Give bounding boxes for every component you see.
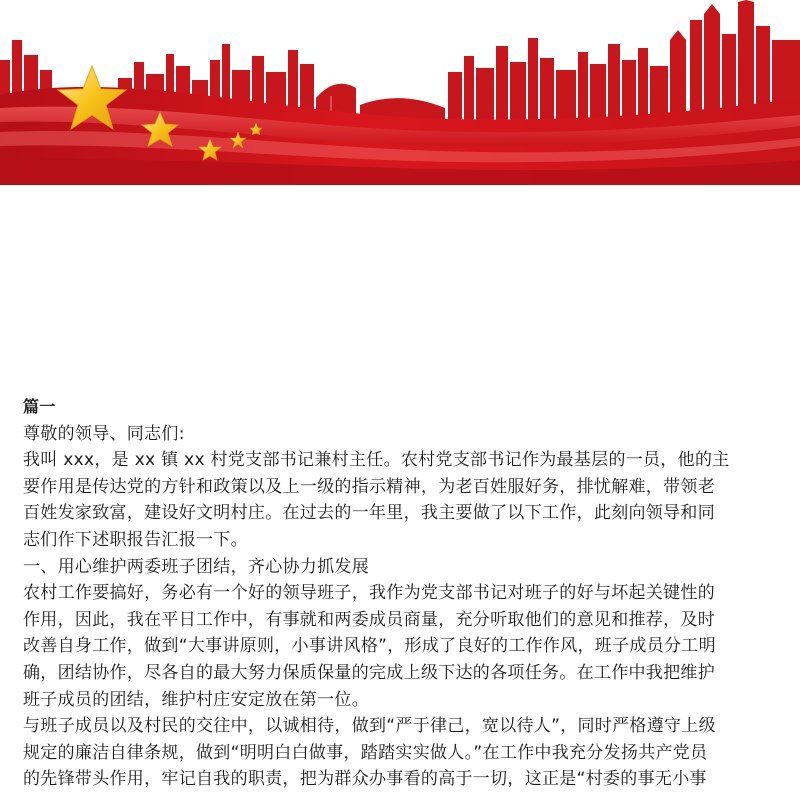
doc-line: 的先锋带头作用，牢记自我的职责，把为群众办事看的高于一切，这正是“村委的事无小事	[23, 769, 707, 790]
doc-line: 改善自身工作，做到“大事讲原则，小事讲风格”，形成了良好的工作作风，班子成员分工明	[23, 636, 716, 657]
document-body	[23, 394, 783, 793]
doc-line: 志们作下述职报告汇报一下。	[23, 529, 248, 550]
section-subheading: 一、用心维护两委班子团结，齐心协力抓发展	[23, 556, 369, 577]
doc-line: 尊敬的领导、同志们:	[23, 423, 185, 444]
doc-line: 班子成员的团结，维护村庄安定放在第一位。	[23, 689, 369, 710]
section-heading: 篇一	[23, 397, 56, 416]
doc-line: 农村工作要搞好，务必有一个好的领导班子，我作为党支部书记对班子的好与坏起关键性的	[23, 583, 715, 604]
doc-line: 与班子成员以及村民的交往中，以诚相待，做到“严于律己，宽以待人”，同时严格遵守上级	[23, 716, 716, 737]
doc-line: 百姓发家致富，建设好文明村庄。在过去的一年里，我主要做了以下工作，此刻向领导和同	[23, 503, 715, 524]
doc-line: 规定的廉洁自律条规，做到“明明白白做事，踏踏实实做人。”在工作中我充分发扬共产党员	[23, 742, 708, 763]
header-banner	[0, 0, 800, 185]
doc-line: 我叫 xxx，是 xx 镇 xx 村党支部书记兼村主任。农村党支部书记作为最基层的一员，他的主	[23, 450, 730, 471]
doc-line: 确，团结协作，尽各自的最大努力保质保量的完成上级下达的各项任务。在工作中我把维护	[23, 662, 715, 683]
doc-line: 要作用是传达党的方针和政策以及上一级的指示精神，为老百姓服好务，排忧解难，带领老	[23, 476, 715, 497]
doc-line: 作用，因此，我在平日工作中，有事就和两委成员商量，充分听取他们的意见和推荐，及时	[23, 609, 715, 630]
